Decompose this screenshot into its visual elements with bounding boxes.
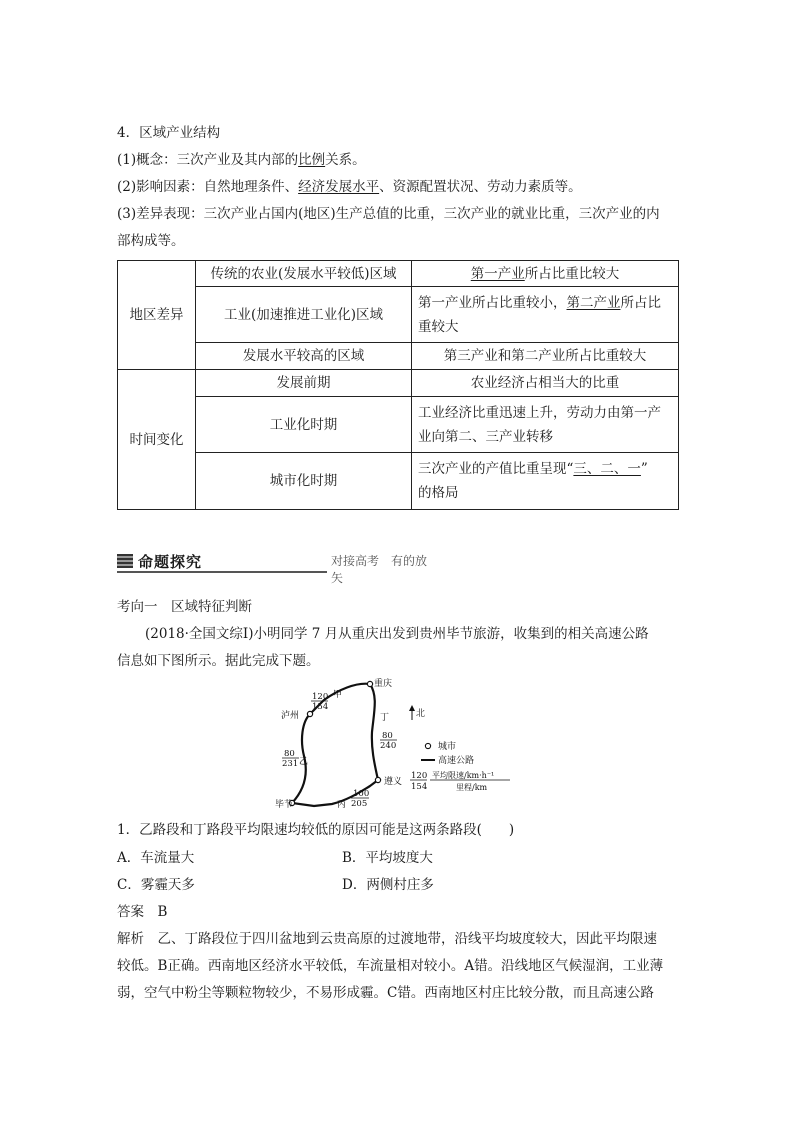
- table-row: [118, 453, 679, 510]
- direction-title: 考向一 区域特征判断: [117, 599, 252, 615]
- analysis-line-1: 解析 乙、丁路段位于四川盆地到云贵高原的过渡地带，沿线平均坡度较大，因此平均限速: [117, 931, 657, 947]
- banner-title: 命题探究: [138, 553, 203, 571]
- city-label-bijie: 毕节: [275, 800, 294, 810]
- factors-line: (2)影响因素：自然地理条件、经济发展水平、资源配置状况、劳动力素质等。: [117, 179, 582, 195]
- table-row: [118, 287, 679, 343]
- option-d[interactable]: D．两侧村庄多: [342, 877, 434, 893]
- table-cell: 发展前期: [196, 370, 412, 397]
- legend-highway: 高速公路: [438, 756, 475, 766]
- group-temporal: 时间变化: [118, 370, 196, 510]
- ding-length: 240: [380, 741, 397, 751]
- table-cell: 工业(加速推进工业化)区域: [196, 287, 412, 343]
- section-banner: [117, 550, 435, 585]
- legend-speed-label: 平均限速/km·h⁻¹: [432, 771, 495, 780]
- segment-label-jia: 甲: [333, 690, 343, 700]
- table-row: [118, 343, 679, 370]
- answer: 答案 B: [117, 904, 168, 920]
- option-c[interactable]: C．雾霾天多: [117, 877, 195, 893]
- section-heading: 4．区域产业结构: [117, 125, 221, 141]
- bing-speed: 100: [353, 789, 370, 799]
- segment-label-ding: 丁: [380, 713, 390, 723]
- difference-line-1: (3)差异表现：三次产业占国内(地区)生产总值的比重，三次产业的就业比重，三次产业的内: [117, 206, 660, 222]
- intro-line-1: (2018·全国文综Ⅰ)小明同学 7 月从重庆出发到贵州毕节旅游，收集到的相关高速公路: [145, 626, 649, 642]
- option-b[interactable]: B．平均坡度大: [342, 850, 433, 866]
- city-label-zunyi: 遵义: [384, 777, 403, 787]
- group-regional: 地区差异: [118, 261, 196, 370]
- section-stripes-icon: [117, 554, 133, 568]
- table-row: [118, 261, 679, 287]
- city-marker-zunyi: [375, 777, 380, 782]
- table-cell: 农业经济占相当大的比重: [412, 370, 679, 397]
- table-row: [118, 397, 679, 453]
- segment-label-bing: 丙: [337, 800, 347, 810]
- table-row: [118, 370, 679, 397]
- bing-length: 205: [351, 799, 368, 809]
- option-a[interactable]: A．车流量大: [117, 850, 195, 866]
- table-cell: 工业化时期: [196, 397, 412, 453]
- intro-line-2: 信息如下图所示。据此完成下题。: [117, 653, 320, 669]
- yi-length: 231: [282, 759, 299, 769]
- jia-speed: 120: [312, 692, 329, 702]
- city-marker-chongqing: [367, 681, 372, 686]
- city-label-luzhou: 泸州: [281, 711, 300, 721]
- table-cell: 第三产业和第二产业所占比重较大: [412, 343, 679, 370]
- legend-sample-speed: 120: [411, 771, 428, 781]
- city-marker-luzhou: [307, 711, 312, 716]
- concept-line: (1)概念：三次产业及其内部的比例关系。: [117, 152, 366, 168]
- table-cell: 工业经济比重迅速上升，劳动力由第一产 业向第二、三产业转移: [412, 397, 679, 453]
- legend-city-icon: [425, 743, 430, 748]
- analysis-line-2: 较低。B正确。西南地区经济水平较低，车流量相对较小。A错。沿线地区气候湿润，工业薄: [117, 958, 664, 974]
- city-label-chongqing: 重庆: [374, 679, 393, 689]
- difference-line-2: 部构成等。: [117, 233, 185, 249]
- table-cell: 城市化时期: [196, 453, 412, 510]
- legend-length-label: 里程/km: [456, 783, 488, 792]
- table-cell: 传统的农业(发展水平较低)区域: [196, 261, 412, 287]
- north-label: 北: [416, 709, 426, 719]
- legend-sample-length: 154: [411, 782, 428, 792]
- highway-map: [270, 676, 515, 812]
- yi-speed: 80: [284, 749, 295, 759]
- banner-tag: 对接高考 有的放矢: [327, 552, 435, 586]
- industry-structure-table: [117, 260, 679, 510]
- legend-city: 城市: [438, 742, 457, 752]
- jia-length: 154: [312, 702, 329, 712]
- ding-speed: 80: [382, 731, 393, 741]
- highway-loop: [292, 684, 378, 806]
- analysis-line-3: 弱，空气中粉尘等颗粒物较少，不易形成霾。C错。西南地区村庄比较分散，而且高速公路: [117, 985, 654, 1001]
- table-cell: 第一产业所占比重比较大: [412, 261, 679, 287]
- question-stem: 1．乙路段和丁路段平均限速均较低的原因可能是这两条路段( ): [117, 822, 515, 838]
- table-cell: 三次产业的产值比重呈现“三、二、一” 的格局: [412, 453, 679, 510]
- table-cell: 第一产业所占比重较小，第二产业所占比 重较大: [412, 287, 679, 343]
- segment-label-yi: 乙: [299, 757, 309, 767]
- table-cell: 发展水平较高的区域: [196, 343, 412, 370]
